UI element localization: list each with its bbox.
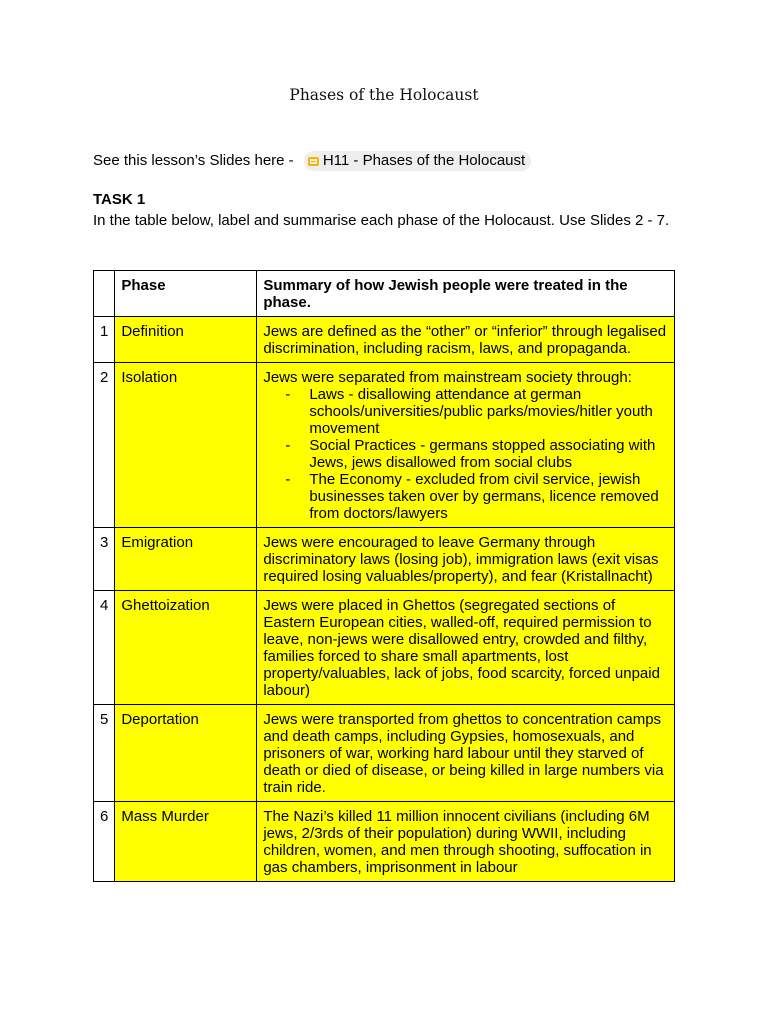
phase-summary: Jews are defined as the “other” or “inferior” through legalised discrimination, including racism, laws, and propaganda. — [257, 317, 675, 363]
header-number — [94, 271, 115, 317]
phase-name: Isolation — [115, 363, 257, 528]
phase-summary-cell — [257, 363, 675, 528]
google-slides-icon — [308, 157, 319, 166]
row-number: 3 — [94, 528, 115, 591]
phase-summary: The Nazi’s killed 11 million innocent civilians (including 6M jews, 2/3rds of their population) during WWII, including children, women, and men through shooting, suffocation in gas chambers, imprisonment in labour — [257, 802, 675, 882]
slides-link-label[interactable]: H11 - Phases of the Holocaust — [322, 152, 526, 169]
phase-name: Deportation — [115, 705, 257, 802]
header-phase: Phase — [115, 271, 257, 317]
list-item: - Laws - disallowing attendance at german schools/universities/public parks/movies/hitler youth movement — [285, 386, 668, 437]
phase-name: Mass Murder — [115, 802, 257, 882]
summary-bullet-list — [263, 386, 668, 522]
row-number: 5 — [94, 705, 115, 802]
table-row — [94, 802, 675, 882]
task-heading: TASK 1 — [93, 191, 146, 208]
table-header-row — [94, 271, 675, 317]
phase-summary: Jews were separated from mainstream society through: — [263, 369, 632, 386]
phases-table — [93, 270, 675, 882]
phase-summary: Jews were encouraged to leave Germany through discriminatory laws (losing job), immigration laws (exit visas required losing valuables/property), and fear (Kristallnacht) — [257, 528, 675, 591]
phase-name: Emigration — [115, 528, 257, 591]
phase-summary: Jews were transported from ghettos to concentration camps and death camps, including Gypsies, homosexuals, and prisoners of war, working hard labour until they starved of death or died of disease, or being killed in large numbers via train ride. — [257, 705, 675, 802]
table-row — [94, 317, 675, 363]
row-number: 1 — [94, 317, 115, 363]
table-row — [94, 591, 675, 705]
phase-name: Definition — [115, 317, 257, 363]
slides-link-prefix: See this lesson’s Slides here - — [93, 152, 298, 169]
row-number: 6 — [94, 802, 115, 882]
table-row — [94, 705, 675, 802]
row-number: 2 — [94, 363, 115, 528]
header-summary: Summary of how Jewish people were treated in the phase. — [257, 271, 675, 317]
slides-link-line — [93, 150, 531, 172]
task-instructions: In the table below, label and summarise each phase of the Holocaust. Use Slides 2 - 7. — [93, 212, 670, 229]
list-item: - The Economy - excluded from civil service, jewish businesses taken over by germans, licence removed from doctors/lawyers — [285, 471, 668, 522]
phase-summary: Jews were placed in Ghettos (segregated sections of Eastern European cities, walled-off, required permission to leave, non-jews were disallowed entry, crowded and filthy, families forced to share small apartments, lost property/valuables, lack of jobs, food scarcity, forced unpaid labour) — [257, 591, 675, 705]
row-number: 4 — [94, 591, 115, 705]
phase-name: Ghettoization — [115, 591, 257, 705]
slides-link-chip[interactable] — [304, 151, 531, 171]
table-row — [94, 528, 675, 591]
document-title: Phases of the Holocaust — [289, 86, 479, 104]
list-item: - Social Practices - germans stopped associating with Jews, jews disallowed from social clubs — [285, 437, 668, 471]
table-row — [94, 363, 675, 528]
